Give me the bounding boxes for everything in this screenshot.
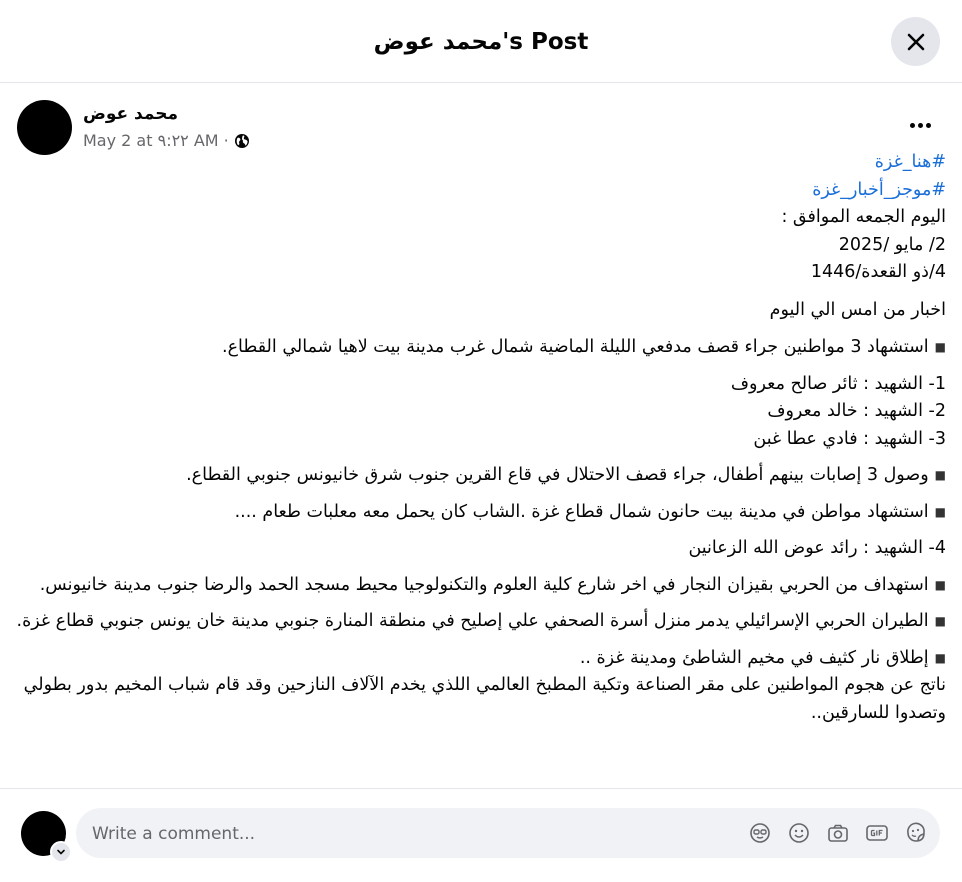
more-options-button[interactable] <box>902 113 938 137</box>
globe-icon[interactable] <box>234 133 250 149</box>
avatar-sticker-button[interactable] <box>748 821 772 845</box>
camera-icon <box>827 822 849 844</box>
news-item: ■استشهاد مواطن في مدينة بيت حانون شمال قطاع غزة .الشاب كان يحمل معه معلبات طعام .... <box>234 501 946 522</box>
post-line: ناتج عن هجوم المواطنين على مقر الصناعة وتكية المطبخ العالمي اللذي يخدم الآلاف النازحين وقد قام شباب المخيم بدور بطولي وتصدوا للسارقين.. <box>23 675 946 723</box>
post-scroll-area[interactable] <box>0 83 962 788</box>
comment-bar <box>0 788 962 882</box>
news-item: ■الطيران الحربي الإسرائيلي يدمر منزل أسرة الصحفي علي إصليح في منطقة المنارة جنوبي مدينة خان يونس جنوبي قطاع غزة. <box>16 611 946 631</box>
author-name[interactable]: محمد عوض <box>83 104 179 124</box>
sticker-icon <box>905 822 927 844</box>
post-line: اليوم الجمعه الموافق : <box>781 207 946 227</box>
news-item: ■وصول 3 إصابات بينهم أطفال، جراء قصف الاحتلال في قاع القرين جنوب شرق خانيونس جنوبي القطاع. <box>186 465 946 485</box>
post-line: 2- الشهيد : خالد معروف <box>767 401 946 421</box>
hashtag-link[interactable]: #موجز_أخبار_غزة <box>812 179 946 200</box>
bullet-icon: ■ <box>934 340 946 354</box>
dialog-header <box>0 0 962 83</box>
comment-box[interactable] <box>76 808 940 858</box>
bullet-icon: ■ <box>934 650 946 665</box>
profile-switch-button[interactable] <box>50 841 72 863</box>
hashtag-link[interactable]: #هنا_غزة <box>874 152 946 172</box>
bullet-icon: ■ <box>934 468 946 482</box>
gif-icon <box>865 822 889 844</box>
bullet-icon: ■ <box>934 577 946 592</box>
chevron-down-icon <box>56 847 66 857</box>
post-line: 1- الشهيد : ثائر صالح معروف <box>730 373 946 394</box>
comment-input[interactable] <box>90 808 714 860</box>
comment-tools <box>748 821 928 845</box>
more-icon <box>910 123 915 128</box>
avatar-sticker-icon <box>749 822 771 844</box>
post-line: اخبار من امس الي اليوم <box>769 299 946 320</box>
news-item: ■استشهاد 3 مواطنين جراء قصف مدفعي الليلة الماضية شمال غرب مدينة بيت لاهيا شمالي القطاع. <box>222 337 946 357</box>
meta-separator: · <box>223 131 229 150</box>
post-line: 2/ مايو /2025 <box>838 234 946 255</box>
author-avatar[interactable] <box>17 100 72 155</box>
emoji-button[interactable] <box>787 821 811 845</box>
post-line: 3- الشهيد : فادي عطا غبن <box>753 428 946 449</box>
bullet-icon: ■ <box>934 614 946 628</box>
gif-button[interactable] <box>865 821 889 845</box>
post-line: 4- الشهيد : رائد عوض الله الزعانين <box>688 538 946 558</box>
sticker-button[interactable] <box>904 821 928 845</box>
bullet-icon: ■ <box>934 504 946 519</box>
emoji-icon <box>788 822 810 844</box>
camera-button[interactable] <box>826 821 850 845</box>
news-item: ■استهداف من الحربي بقيزان النجار في اخر شارع كلية العلوم والتكنولوجيا محيط مسجد الحمد والرضا جنوب مدينة خانيونس. <box>39 574 946 595</box>
post-line: 4/ذو القعدة/1446 <box>810 262 946 282</box>
dialog-title: محمد عوض's Post <box>373 29 589 55</box>
close-button[interactable] <box>891 17 940 66</box>
news-item: ■إطلاق نار كثيف في مخيم الشاطئ ومدينة غزة .. <box>579 647 946 668</box>
close-icon <box>904 30 928 54</box>
post-date[interactable]: May 2 at ٩:٢٢ AM <box>83 131 219 150</box>
post-text <box>16 149 946 727</box>
